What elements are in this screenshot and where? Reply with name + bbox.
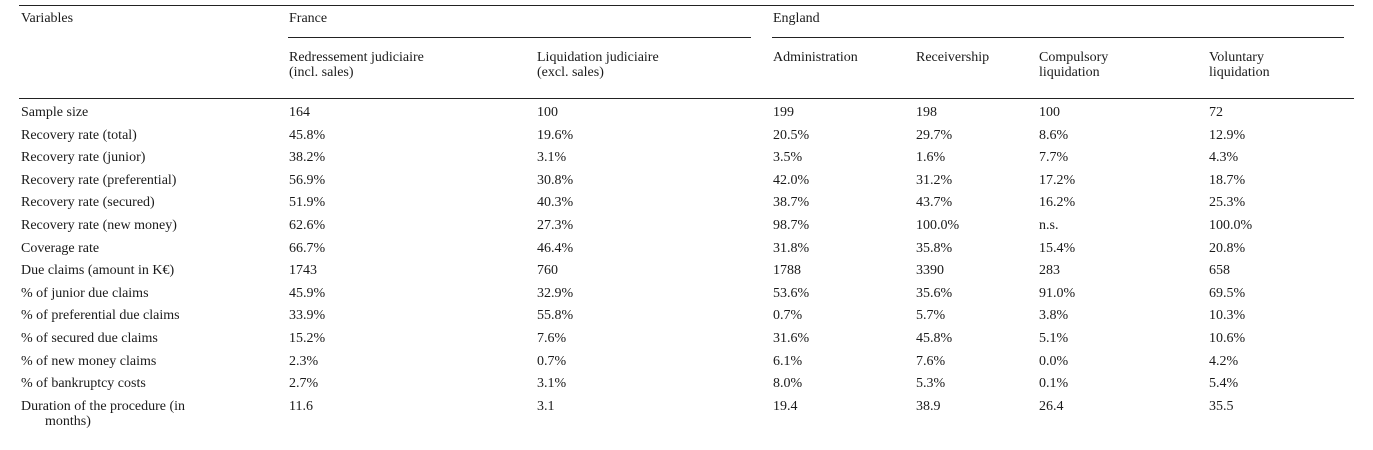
table-cell: 3.5% (773, 150, 803, 166)
table-cell: 198 (916, 105, 937, 120)
table-cell: 43.7% (916, 195, 953, 211)
table-cell: 5.3% (916, 376, 946, 392)
row-label: Recovery rate (preferential) (21, 172, 177, 188)
table-cell: 91.0% (1039, 285, 1076, 301)
row-label: Recovery rate (new money) (21, 218, 177, 233)
table-cell: 25.3% (1209, 195, 1246, 211)
table-cell: 98.7% (773, 218, 810, 233)
table-cell: 51.9% (289, 195, 326, 211)
table-cell: 42.0% (773, 172, 810, 188)
top-rule (19, 5, 1354, 6)
table-cell: 31.6% (773, 331, 810, 346)
table-cell: 35.5 (1209, 398, 1234, 414)
row-label: Duration of the procedure (in months) (21, 398, 186, 429)
table-cell: 3.1% (537, 150, 567, 166)
table-cell: 0.7% (537, 353, 567, 369)
corner-header: Variables (21, 11, 74, 26)
england-group-rule (772, 37, 1344, 38)
table-cell: 4.3% (1209, 150, 1239, 166)
table-cell: 30.8% (537, 172, 574, 188)
table-cell: 33.9% (289, 308, 326, 324)
column-header: Receivership (916, 50, 990, 65)
column-header: Voluntary liquidation (1209, 50, 1270, 80)
table-cell: 7.6% (537, 331, 567, 346)
table-cell: 38.7% (773, 195, 810, 211)
table-cell: 8.6% (1039, 127, 1069, 143)
table-cell: 45.8% (916, 331, 953, 346)
row-label: Recovery rate (total) (21, 127, 137, 143)
group-header-france: France (289, 11, 328, 26)
table-cell: 3.1 (537, 398, 555, 414)
table-cell: 20.5% (773, 127, 810, 143)
table-cell: 10.6% (1209, 331, 1246, 346)
table-cell: 3.1% (537, 376, 567, 392)
table-cell: 46.4% (537, 240, 574, 256)
table-cell: 26.4 (1039, 398, 1064, 414)
table-cell: 0.0% (1039, 353, 1069, 369)
table-cell: 7.6% (916, 353, 946, 369)
table-cell: 31.8% (773, 240, 810, 256)
table-cell: 100 (537, 105, 558, 120)
table-cell: 19.6% (537, 127, 574, 143)
table-cell: 12.9% (1209, 127, 1246, 143)
table-cell: 6.1% (773, 353, 803, 369)
table-cell: 18.7% (1209, 172, 1246, 188)
table-cell: 7.7% (1039, 150, 1069, 166)
table-cell: 0.7% (773, 308, 803, 324)
table-cell: 38.9 (916, 398, 941, 414)
table-cell: n.s. (1039, 218, 1059, 233)
table-cell: 199 (773, 105, 794, 120)
table-cell: 2.7% (289, 376, 319, 392)
table-cell: 164 (289, 105, 310, 120)
table-cell: 100 (1039, 105, 1060, 120)
table-cell: 35.8% (916, 240, 953, 256)
table-cell: 19.4 (773, 398, 798, 414)
column-header: Redressement judiciaire (incl. sales) (289, 50, 424, 80)
row-label: % of preferential due claims (21, 308, 180, 324)
table-cell: 3390 (916, 263, 944, 279)
table-cell: 283 (1039, 263, 1060, 279)
table-cell: 5.7% (916, 308, 946, 324)
table-cell: 11.6 (289, 398, 313, 414)
row-label: Recovery rate (secured) (21, 195, 155, 211)
table-cell: 100.0% (1209, 218, 1253, 233)
row-label: Sample size (21, 105, 89, 120)
table-cell: 66.7% (289, 240, 326, 256)
row-label: % of bankruptcy costs (21, 376, 146, 392)
row-label: Coverage rate (21, 240, 100, 256)
table-cell: 4.2% (1209, 353, 1239, 369)
table-cell: 1788 (773, 263, 801, 279)
table-cell: 760 (537, 263, 558, 279)
table-cell: 53.6% (773, 285, 810, 301)
table-cell: 3.8% (1039, 308, 1069, 324)
table-cell: 15.2% (289, 331, 326, 346)
table-cell: 29.7% (916, 127, 953, 143)
table-cell: 56.9% (289, 172, 326, 188)
table-cell: 32.9% (537, 285, 574, 301)
table-cell: 17.2% (1039, 172, 1076, 188)
table-cell: 16.2% (1039, 195, 1076, 211)
table-cell: 1743 (289, 263, 317, 279)
table-cell: 55.8% (537, 308, 574, 324)
table-cell: 1.6% (916, 150, 946, 166)
table-cell: 8.0% (773, 376, 803, 392)
row-label: % of secured due claims (21, 331, 158, 346)
table-cell: 62.6% (289, 218, 326, 233)
table-cell: 27.3% (537, 218, 574, 233)
row-label: % of junior due claims (21, 285, 149, 301)
row-label: Recovery rate (junior) (21, 150, 146, 166)
table-cell: 2.3% (289, 353, 319, 369)
table-cell: 20.8% (1209, 240, 1246, 256)
table-cell: 5.4% (1209, 376, 1239, 392)
table-cell: 658 (1209, 263, 1230, 279)
france-group-rule (288, 37, 751, 38)
table-cell: 45.8% (289, 127, 326, 143)
table-cell: 5.1% (1039, 331, 1069, 346)
table-cell: 69.5% (1209, 285, 1246, 301)
group-header-england: England (773, 11, 820, 26)
column-header: Liquidation judiciaire (excl. sales) (537, 50, 659, 80)
table-cell: 72 (1209, 105, 1223, 120)
table-cell: 38.2% (289, 150, 326, 166)
header-bottom-rule (19, 98, 1354, 99)
table-cell: 45.9% (289, 285, 326, 301)
table-cell: 0.1% (1039, 376, 1069, 392)
row-label: % of new money claims (21, 353, 157, 369)
table-cell: 31.2% (916, 172, 953, 188)
row-label: Due claims (amount in K€) (21, 263, 175, 279)
table-cell: 15.4% (1039, 240, 1076, 256)
table-cell: 40.3% (537, 195, 574, 211)
table-cell: 10.3% (1209, 308, 1246, 324)
table-cell: 35.6% (916, 285, 953, 301)
column-header: Administration (773, 50, 858, 65)
table-cell: 100.0% (916, 218, 960, 233)
column-header: Compulsory liquidation (1039, 50, 1109, 80)
